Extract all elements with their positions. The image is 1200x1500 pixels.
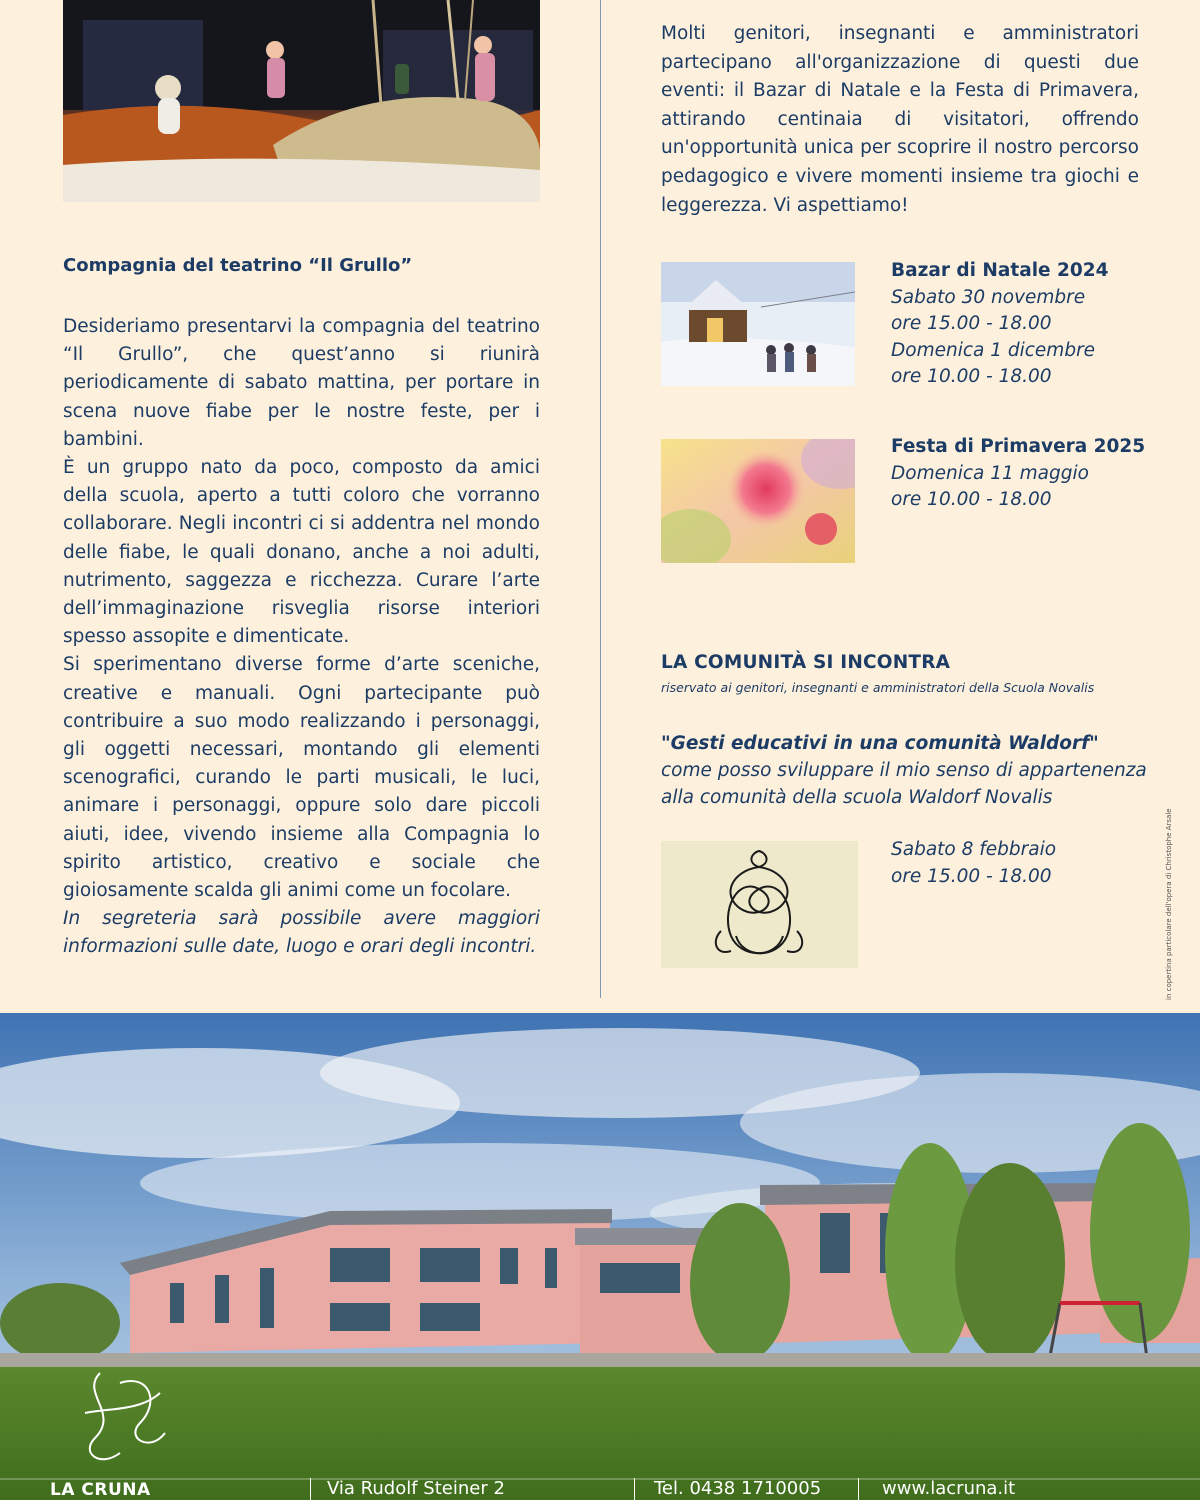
teatrino-description: [63, 313, 540, 905]
cover-credit: in copertina particolare dell'opera di Christophe Arsale: [1165, 808, 1173, 1000]
school-building-photo: [0, 1013, 1200, 1500]
footer-separator: [634, 1478, 635, 1500]
event-festa-primavera: [891, 434, 1151, 514]
teatrino-paragraph-3: Si sperimentano diverse forme d’arte sceniche, creative e manuali. Ogni partecipante può contribuire a suo modo realizzando i personaggi, gli oggetti necessari, montando gli elementi scenografici, curando le parti musicali, le luci, animare i personaggi, oppure solo dare piccoli aiuti, idee, vivendo insieme alla Compagnia lo spirito artistico, creativo e sociale che gioiosamente scalda gli animi come un focolare.: [63, 654, 540, 902]
column-divider: [600, 0, 601, 998]
event-time-line: ore 10.00 - 18.00: [891, 366, 1052, 388]
footer-website-link[interactable]: www.lacruna.it: [882, 1478, 1016, 1499]
footer-phone: Tel. 0438 1710005: [654, 1478, 822, 1499]
event-title: Bazar di Natale 2024: [891, 260, 1109, 281]
bazar-natale-image: [661, 262, 855, 386]
community-quote-line: alla comunità della scuola Waldorf Novalis: [661, 787, 1053, 808]
event-title: Festa di Primavera 2025: [891, 436, 1146, 457]
footer-brand: LA CRUNA: [50, 1480, 151, 1500]
event-time-line: ore 15.00 - 18.00: [891, 865, 1052, 887]
community-symbol-image: [661, 841, 858, 968]
teatrino-title: Compagnia del teatrino “Il Grullo”: [63, 255, 413, 276]
community-quote-title: "Gesti educativi in una comunità Waldorf": [661, 733, 1099, 754]
events-intro: Molti genitori, insegnanti e amministratori partecipano all'organizzazione di questi due eventi: il Bazar di Natale e la Festa di Primavera, attirando centinaia di visitatori, offrendo un'opportunità unica per scoprire il nostro percorso pedagogico e vivere momenti insieme tra giochi e leggerezza. Vi aspettiamo!: [661, 23, 1139, 216]
event-community-meeting: [891, 837, 1151, 890]
teatrino-paragraph-1: Desideriamo presentarvi la compagnia del teatrino “Il Grullo”, che quest’anno si riunirà periodicamente di sabato mattina, per portare in scena nuove fiabe per le nostre feste, per i bambini.: [63, 316, 540, 450]
community-subtitle: riservato ai genitori, insegnanti e amministratori della Scuola Novalis: [661, 680, 1095, 695]
footer-separator: [858, 1478, 859, 1500]
teatrino-paragraph-2: È un gruppo nato da poco, composto da amici della scuola, aperto a tutti coloro che vorranno collaborare. Negli incontri ci si addentra nel mondo delle fiabe, le quali donano, anche a noi adulti, nutrimento, saggezza e ricchezza. Curare l’arte dell’immaginazione risveglia risorse interiori spesso assopite e dimenticate.: [63, 457, 540, 648]
event-time-line: ore 10.00 - 18.00: [891, 489, 1052, 511]
event-date-line: Domenica 1 dicembre: [891, 339, 1096, 361]
event-bazar-natale: [891, 258, 1151, 391]
event-date-line: Sabato 30 novembre: [891, 286, 1086, 308]
event-time-line: ore 15.00 - 18.00: [891, 313, 1052, 335]
event-date-line: Sabato 8 febbraio: [891, 839, 1057, 860]
festa-primavera-image: [661, 439, 855, 563]
community-quote-line: come posso sviluppare il mio senso di appartenenza: [661, 760, 1147, 781]
footer-separator: [310, 1478, 311, 1500]
teatrino-info-note: In segreteria sarà possibile avere maggiori informazioni sulle date, luogo e orari degli incontri.: [63, 908, 540, 958]
footer-address: Via Rudolf Steiner 2: [327, 1478, 505, 1499]
event-date-line: Domenica 11 maggio: [891, 462, 1089, 484]
community-title: LA COMUNITÀ SI INCONTRA: [661, 652, 951, 673]
puppet-theatre-photo: [63, 0, 540, 202]
community-quote: [661, 730, 1161, 811]
